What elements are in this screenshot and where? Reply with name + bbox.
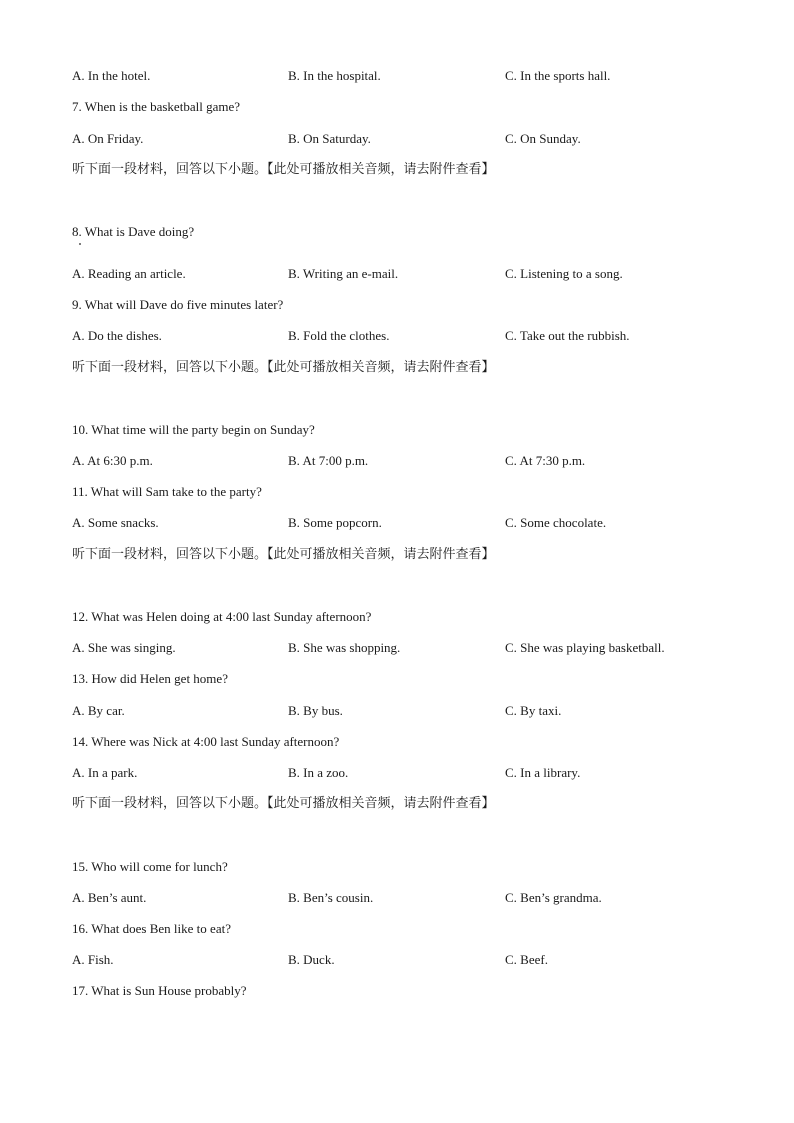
option-b: B. Ben’s cousin.	[288, 890, 374, 905]
question-text: 8. What is Dave doing?	[72, 224, 195, 239]
option-a: A. She was singing.	[72, 640, 176, 655]
option-b: B. In a zoo.	[288, 765, 349, 780]
option-b: B. Writing an e-mail.	[288, 266, 399, 281]
option-a: A. In the hotel.	[72, 68, 151, 83]
option-a: A. By car.	[72, 703, 125, 718]
question-text: 10. What time will the party begin on Sunday?	[72, 422, 315, 437]
option-a: A. At 6:30 p.m.	[72, 453, 153, 468]
option-b: B. By bus.	[288, 703, 343, 718]
option-c: C. At 7:30 p.m.	[505, 453, 586, 468]
listening-instruction: 听下面一段材料，回答以下小题。【此处可播放相关音频，请去附件查看】	[72, 360, 495, 375]
question-text: 12. What was Helen doing at 4:00 last Sunday afternoon?	[72, 609, 372, 624]
option-b: B. On Saturday.	[288, 131, 371, 146]
listening-instruction: 听下面一段材料，回答以下小题。【此处可播放相关音频，请去附件查看】	[72, 547, 495, 562]
listening-instruction: 听下面一段材料，回答以下小题。【此处可播放相关音频，请去附件查看】	[72, 796, 495, 811]
listening-instruction: 听下面一段材料，回答以下小题。【此处可播放相关音频，请去附件查看】	[72, 162, 495, 177]
option-a: A. Do the dishes.	[72, 328, 162, 343]
question-text: 13. How did Helen get home?	[72, 671, 228, 686]
option-a: A. Fish.	[72, 952, 114, 967]
option-c: C. Listening to a song.	[505, 266, 623, 281]
option-b: B. Some popcorn.	[288, 515, 382, 530]
stray-dot	[79, 243, 81, 245]
question-text: 14. Where was Nick at 4:00 last Sunday afternoon?	[72, 734, 340, 749]
option-c: C. Some chocolate.	[505, 515, 607, 530]
option-b: B. At 7:00 p.m.	[288, 453, 369, 468]
question-text: 9. What will Dave do five minutes later?	[72, 297, 284, 312]
question-text: 15. Who will come for lunch?	[72, 859, 228, 874]
question-text: 16. What does Ben like to eat?	[72, 921, 231, 936]
option-c: C. Take out the rubbish.	[505, 328, 630, 343]
option-a: A. Some snacks.	[72, 515, 159, 530]
option-c: C. Ben’s grandma.	[505, 890, 602, 905]
option-b: B. She was shopping.	[288, 640, 401, 655]
option-a: A. Reading an article.	[72, 266, 186, 281]
option-a: A. On Friday.	[72, 131, 144, 146]
option-a: A. Ben’s aunt.	[72, 890, 147, 905]
option-b: B. Duck.	[288, 952, 335, 967]
option-a: A. In a park.	[72, 765, 138, 780]
question-text: 11. What will Sam take to the party?	[72, 484, 262, 499]
option-c: C. On Sunday.	[505, 131, 581, 146]
option-c: C. By taxi.	[505, 703, 562, 718]
option-c: C. In the sports hall.	[505, 68, 611, 83]
option-c: C. Beef.	[505, 952, 548, 967]
option-c: C. She was playing basketball.	[505, 640, 665, 655]
question-text: 17. What is Sun House probably?	[72, 983, 247, 998]
option-b: B. In the hospital.	[288, 68, 381, 83]
question-text: 7. When is the basketball game?	[72, 99, 240, 114]
option-c: C. In a library.	[505, 765, 581, 780]
option-b: B. Fold the clothes.	[288, 328, 390, 343]
